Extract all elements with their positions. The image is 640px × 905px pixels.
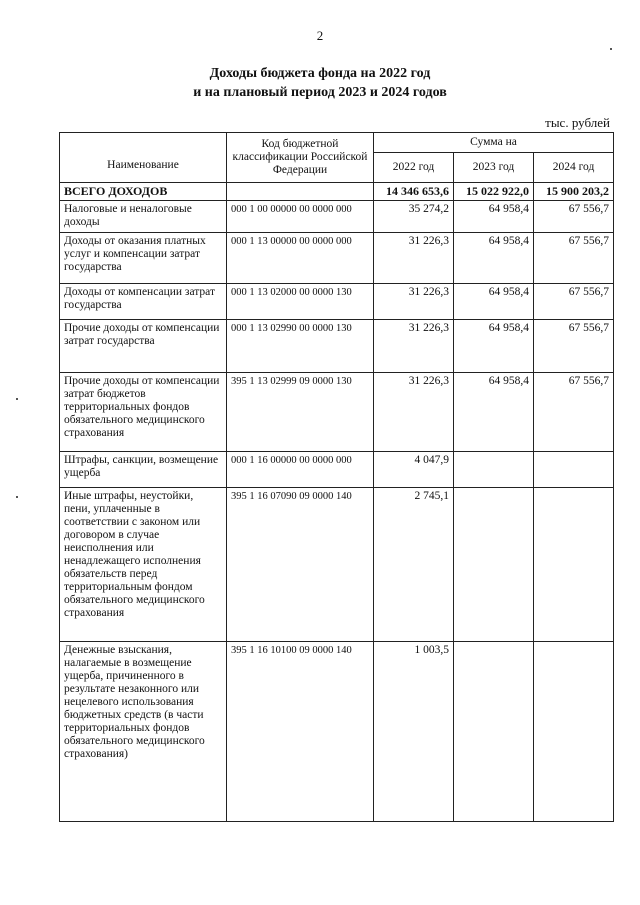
row-name: Денежные взыскания, налагаемые в возмещение ущерба, причиненного в результате незаконного или нецелевого использования бюджетных средств (в части территориальных фондов обязательного медицинского страхования) (60, 642, 227, 822)
row-name: Доходы от оказания платных услуг и компенсации затрат государства (60, 233, 227, 284)
row-value-2022: 4 047,9 (374, 452, 454, 488)
row-code: 000 1 13 02000 00 0000 130 (227, 284, 374, 320)
row-name: Доходы от компенсации затрат государства (60, 284, 227, 320)
row-value-2024: 67 556,7 (534, 201, 614, 233)
row-code: 000 1 13 00000 00 0000 000 (227, 233, 374, 284)
table-row (60, 642, 614, 822)
row-name: Налоговые и неналоговые доходы (60, 201, 227, 233)
table-row (60, 452, 614, 488)
header-year-2023: 2023 год (454, 153, 534, 183)
scan-artifact (610, 48, 612, 50)
scan-artifact (16, 398, 18, 400)
table-row (60, 488, 614, 642)
header-year-2024: 2024 год (534, 153, 614, 183)
row-value-2022: 1 003,5 (374, 642, 454, 822)
header-name: Наименование (60, 133, 227, 183)
row-code: 395 1 13 02999 09 0000 130 (227, 373, 374, 452)
row-name: Прочие доходы от компенсации затрат бюджетов территориальных фондов обязательного медицинского страхования (60, 373, 227, 452)
row-value-2023: 64 958,4 (454, 284, 534, 320)
row-value-2024 (534, 488, 614, 642)
title-line-2: и на плановый период 2023 и 2024 годов (193, 85, 447, 100)
row-value-2023 (454, 488, 534, 642)
table-row (60, 284, 614, 320)
row-value-2022: 31 226,3 (374, 233, 454, 284)
header-code: Код бюджетной классификации Российской Федерации (227, 133, 374, 183)
page-title (0, 64, 640, 102)
row-value-2023: 15 022 922,0 (454, 183, 534, 201)
row-value-2022: 35 274,2 (374, 201, 454, 233)
table-row (60, 320, 614, 373)
row-value-2022: 14 346 653,6 (374, 183, 454, 201)
row-name: Прочие доходы от компенсации затрат государства (60, 320, 227, 373)
row-name: Иные штрафы, неустойки, пени, уплаченные в соответствии с законом или договором в случае неисполнения или ненадлежащего исполнения обязательств перед территориальным фондом обязательного медицинского страхования (60, 488, 227, 642)
row-value-2022: 31 226,3 (374, 284, 454, 320)
row-value-2022: 31 226,3 (374, 373, 454, 452)
row-value-2022: 2 745,1 (374, 488, 454, 642)
row-value-2024 (534, 642, 614, 822)
row-value-2023: 64 958,4 (454, 320, 534, 373)
row-value-2024: 15 900 203,2 (534, 183, 614, 201)
table-row (60, 201, 614, 233)
row-value-2024 (534, 452, 614, 488)
row-value-2023: 64 958,4 (454, 201, 534, 233)
row-code (227, 183, 374, 201)
row-name: Штрафы, санкции, возмещение ущерба (60, 452, 227, 488)
row-value-2024: 67 556,7 (534, 284, 614, 320)
row-value-2024: 67 556,7 (534, 320, 614, 373)
row-code: 000 1 13 02990 00 0000 130 (227, 320, 374, 373)
header-sum-group: Сумма на (374, 133, 614, 153)
row-value-2024: 67 556,7 (534, 233, 614, 284)
row-code: 395 1 16 07090 09 0000 140 (227, 488, 374, 642)
row-value-2023 (454, 642, 534, 822)
table-row (60, 373, 614, 452)
row-value-2023: 64 958,4 (454, 233, 534, 284)
row-value-2022: 31 226,3 (374, 320, 454, 373)
scan-artifact (16, 496, 18, 498)
row-code: 395 1 16 10100 09 0000 140 (227, 642, 374, 822)
page-number: 2 (316, 28, 324, 43)
table-row (60, 233, 614, 284)
row-value-2023: 64 958,4 (454, 373, 534, 452)
table-row-total (60, 183, 614, 201)
row-value-2024: 67 556,7 (534, 373, 614, 452)
title-line-1: Доходы бюджета фонда на 2022 год (209, 66, 431, 81)
row-code: 000 1 00 00000 00 0000 000 (227, 201, 374, 233)
revenue-table (59, 132, 614, 822)
row-code: 000 1 16 00000 00 0000 000 (227, 452, 374, 488)
row-value-2023 (454, 452, 534, 488)
header-year-2022: 2022 год (374, 153, 454, 183)
units-label: тыс. рублей (545, 115, 610, 130)
row-name: ВСЕГО ДОХОДОВ (60, 183, 227, 201)
